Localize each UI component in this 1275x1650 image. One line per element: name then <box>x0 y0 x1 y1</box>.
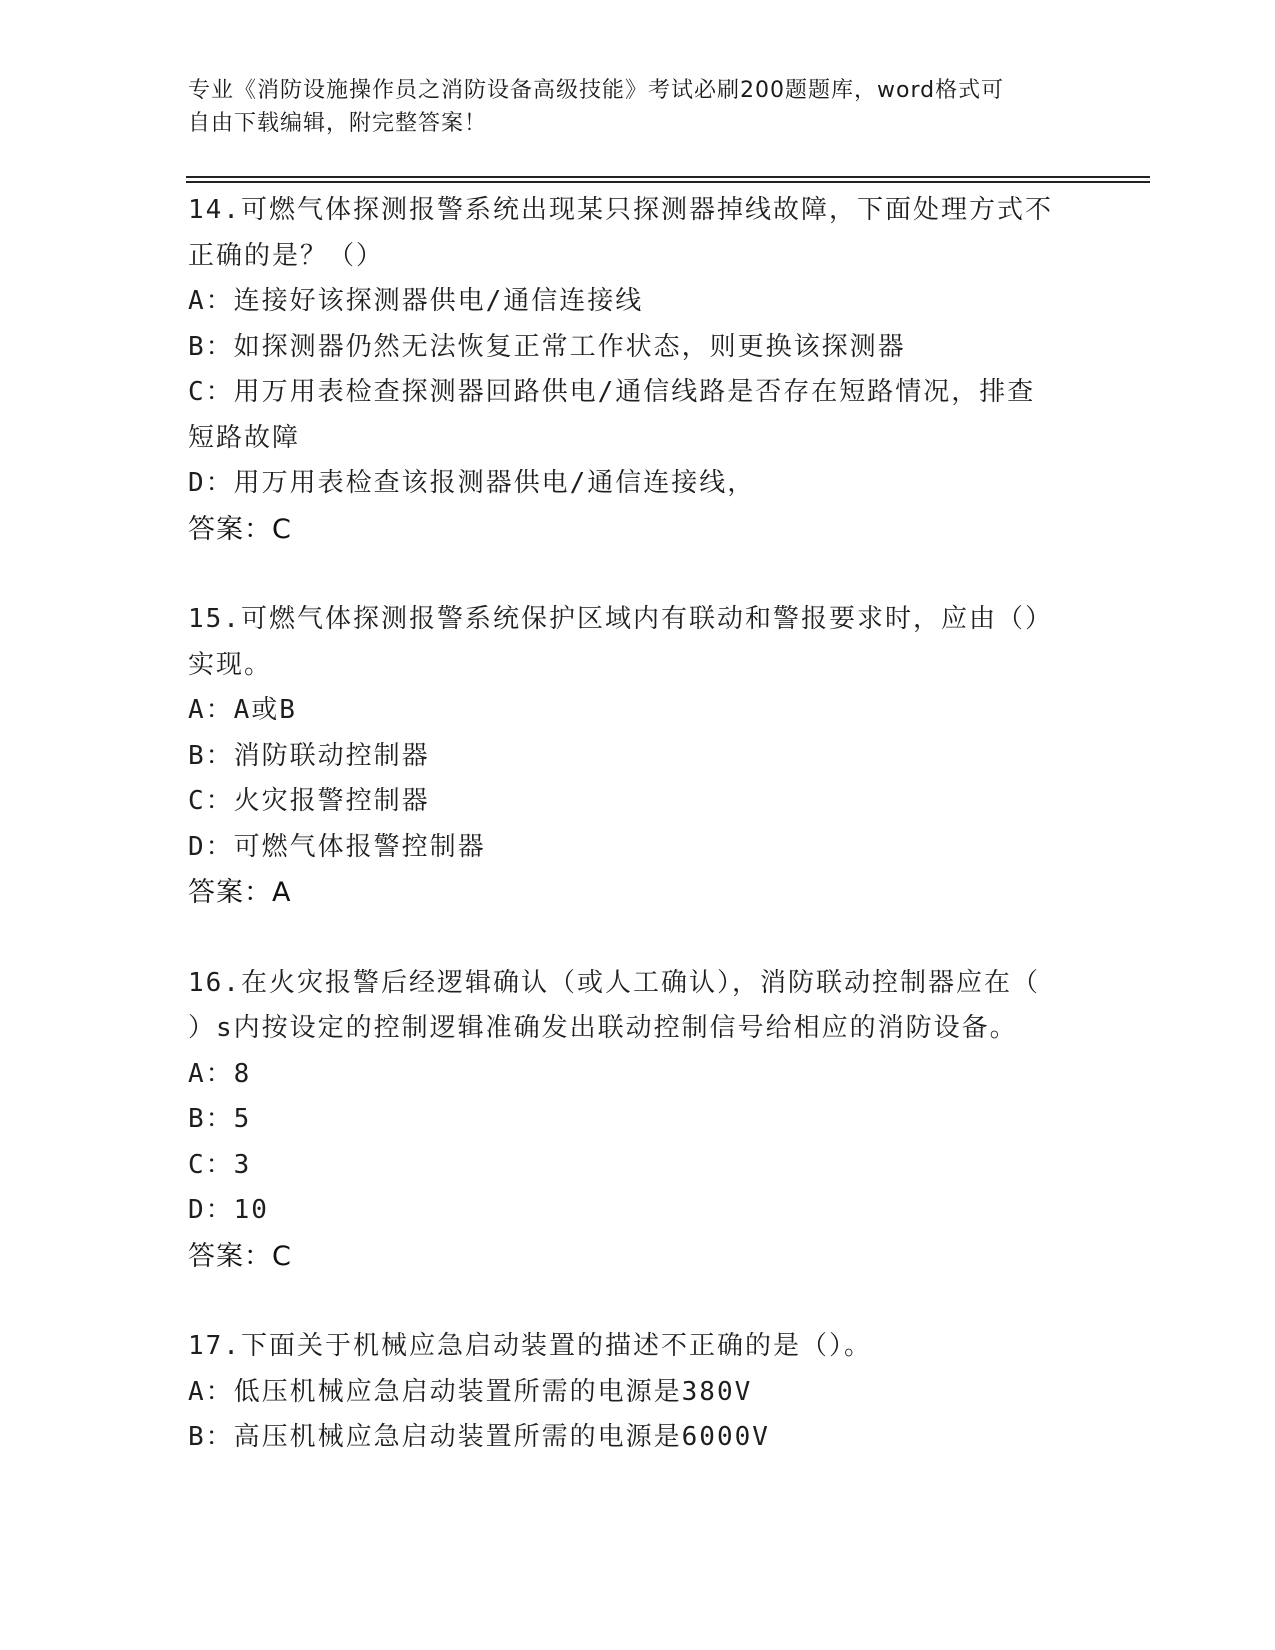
header-line-2: 自由下载编辑，附完整答案！ <box>188 111 488 136</box>
header-line-1: 专业《消防设施操作员之消防设备高级技能》考试必刷200题题库，word格式可 <box>188 78 1005 103</box>
question-spacer <box>188 916 1088 961</box>
answer-option <box>188 1370 1088 1416</box>
answer-option <box>188 1143 1088 1189</box>
answer-key: 答案：C <box>188 1240 292 1272</box>
answer-option-line: A：低压机械应急启动装置所需的电源是380V <box>188 1376 753 1407</box>
answer-option-line: D：用万用表检查该报测器供电/通信连接线， <box>188 468 756 498</box>
answer-key: 答案：A <box>188 877 292 908</box>
answer-option-line: B：消防联动控制器 <box>188 740 430 771</box>
question-stem <box>188 961 1088 1052</box>
answer-option-line: D：10 <box>188 1195 269 1225</box>
question-stem-line: 17.下面关于机械应急启动装置的描述不正确的是（）。 <box>188 1331 872 1361</box>
question-item <box>188 188 1088 597</box>
question-item <box>188 597 1088 961</box>
answer-option-line: A：8 <box>188 1058 252 1089</box>
question-item <box>188 961 1088 1325</box>
answer-option-line: B：如探测器仍然无法恢复正常工作状态，则更换该探测器 <box>188 331 906 362</box>
question-stem-line: 正确的是？（） <box>188 240 385 271</box>
question-item <box>188 1324 1088 1461</box>
answer-option-line: B：5 <box>188 1104 252 1134</box>
answer-option <box>188 1097 1088 1143</box>
answer-option-line: D：可燃气体报警控制器 <box>188 831 486 862</box>
question-stem-line: 实现。 <box>188 649 273 680</box>
header-divider-bottom <box>186 181 1150 183</box>
answer-option-line: C：用万用表检查探测器回路供电/通信线路是否存在短路情况，排查 <box>188 377 1036 407</box>
answer-option-line: B：高压机械应急启动装置所需的电源是6000V <box>188 1422 770 1452</box>
answer-option <box>188 370 1088 461</box>
question-stem <box>188 1324 1088 1370</box>
question-stem-line: 15.可燃气体探测报警系统保护区域内有联动和警报要求时，应由（） <box>188 604 1053 634</box>
answer-option <box>188 825 1088 871</box>
answer-option <box>188 734 1088 780</box>
answer-option-line: A：A或B <box>188 695 297 725</box>
answer-key: 答案：C <box>188 513 292 545</box>
answer-option-line: 短路故障 <box>188 422 301 453</box>
question-list <box>188 188 1088 1461</box>
header-divider-top <box>186 176 1150 178</box>
answer-option <box>188 279 1088 325</box>
question-stem-line: ）s内按设定的控制逻辑准确发出联动控制信号给相应的消防设备。 <box>188 1013 1018 1043</box>
question-spacer <box>188 552 1088 597</box>
question-stem <box>188 597 1088 688</box>
document-header <box>188 74 1068 140</box>
answer-option-line: C：火灾报警控制器 <box>188 786 430 816</box>
answer-option <box>188 1415 1088 1461</box>
answer-option <box>188 1052 1088 1098</box>
answer-option <box>188 461 1088 507</box>
answer-option <box>188 1188 1088 1234</box>
answer-option <box>188 325 1088 371</box>
question-stem-line: 16.在火灾报警后经逻辑确认（或人工确认），消防联动控制器应在（ <box>188 967 1040 998</box>
answer-option-line: A：连接好该探测器供电/通信连接线 <box>188 286 644 316</box>
question-stem-line: 14.可燃气体探测报警系统出现某只探测器掉线故障，下面处理方式不 <box>188 195 1053 225</box>
answer-option-line: C：3 <box>188 1149 252 1180</box>
answer-option <box>188 779 1088 825</box>
question-stem <box>188 188 1088 279</box>
question-spacer <box>188 1279 1088 1324</box>
answer-option <box>188 688 1088 734</box>
